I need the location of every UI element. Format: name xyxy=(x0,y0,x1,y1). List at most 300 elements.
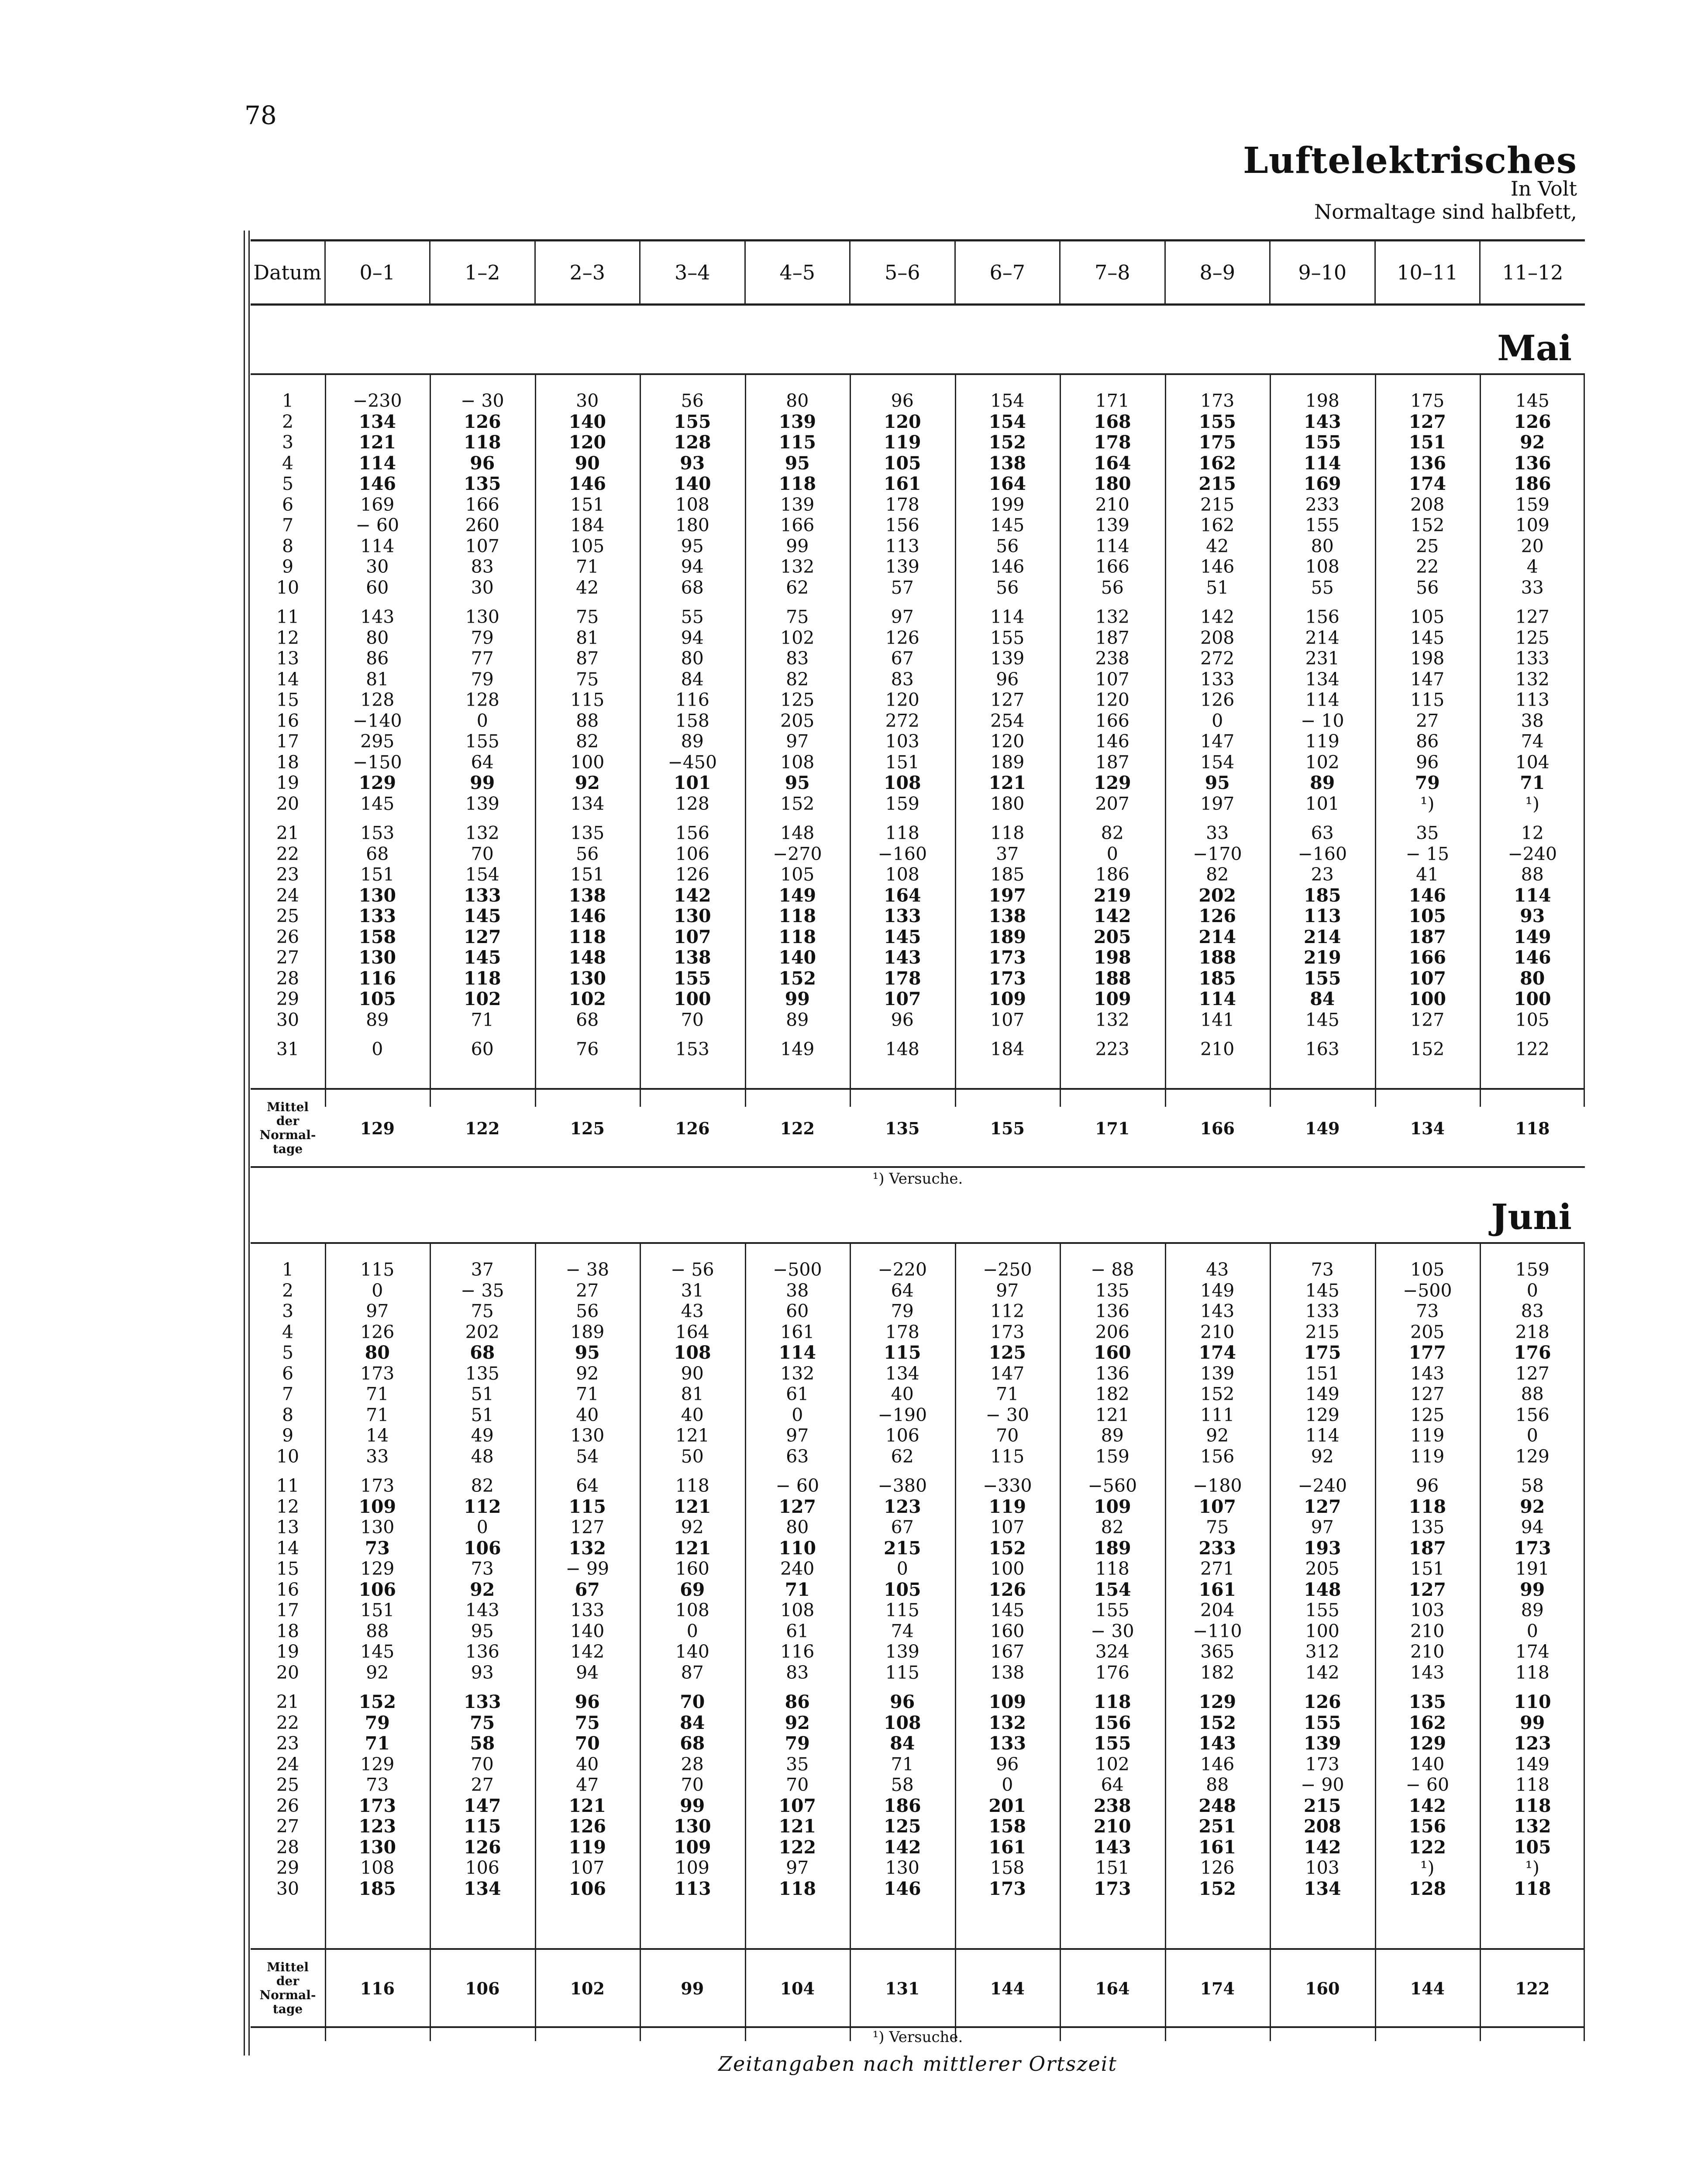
table-row xyxy=(251,1030,1585,1060)
header-hour: 3–4 xyxy=(640,241,745,305)
value-cell: 151 xyxy=(570,494,605,515)
value-cell: 215 xyxy=(883,1537,921,1559)
value-cell: 40 xyxy=(891,1384,914,1405)
value-cell: 115 xyxy=(885,1600,919,1621)
value-cell: 148 xyxy=(885,1039,919,1060)
mittel-value: 131 xyxy=(885,1978,920,1998)
value-cell: 109 xyxy=(988,988,1026,1010)
value-cell: 156 xyxy=(1408,1816,1446,1837)
value-cell: 143 xyxy=(1410,1662,1445,1683)
value-cell: 92 xyxy=(470,1579,495,1600)
column-header xyxy=(251,239,1585,306)
mittel-value: 122 xyxy=(465,1118,500,1138)
value-cell: 184 xyxy=(570,515,605,536)
value-cell: 67 xyxy=(575,1579,600,1600)
value-cell: 115 xyxy=(885,1662,919,1683)
value-cell: 88 xyxy=(576,710,599,731)
value-cell: 154 xyxy=(1093,1579,1131,1600)
value-cell: 93 xyxy=(1520,906,1545,927)
value-cell: 156 xyxy=(1515,1404,1550,1425)
value-cell: 139 xyxy=(1303,1733,1341,1754)
value-cell: 185 xyxy=(358,1878,396,1899)
date-cell: 27 xyxy=(276,947,300,968)
value-cell: 129 xyxy=(1305,1404,1340,1425)
value-cell: 118 xyxy=(568,926,606,947)
value-cell: 70 xyxy=(786,1774,809,1796)
mittel-rule-bottom xyxy=(251,2026,1585,2028)
value-cell: 4 xyxy=(1526,556,1538,578)
value-cell: 119 xyxy=(1305,731,1340,752)
value-cell: 70 xyxy=(681,1009,704,1030)
value-cell: 56 xyxy=(681,390,704,412)
value-cell: 79 xyxy=(785,1733,810,1754)
value-cell: 70 xyxy=(575,1733,600,1754)
value-cell: 50 xyxy=(681,1446,704,1467)
value-cell: 114 xyxy=(1305,1425,1340,1446)
value-cell: 134 xyxy=(885,1363,919,1384)
value-cell: 96 xyxy=(575,1691,600,1713)
value-cell: 80 xyxy=(786,1517,809,1538)
date-cell: 18 xyxy=(276,751,300,773)
table-row xyxy=(251,752,1585,773)
date-cell: 13 xyxy=(276,648,300,669)
value-cell: 80 xyxy=(681,648,704,669)
value-cell: 118 xyxy=(463,968,501,989)
value-cell: 135 xyxy=(465,1363,499,1384)
value-cell: 138 xyxy=(988,906,1026,927)
value-cell: −110 xyxy=(1192,1620,1242,1642)
value-cell: −180 xyxy=(1192,1475,1242,1497)
value-cell: 125 xyxy=(780,689,815,711)
table-row xyxy=(251,773,1585,794)
value-cell: 142 xyxy=(673,885,711,906)
value-cell: 22 xyxy=(1416,556,1439,578)
value-cell: 107 xyxy=(465,535,499,557)
value-cell: 130 xyxy=(358,1836,396,1858)
value-cell: 143 xyxy=(360,606,395,628)
value-cell: 173 xyxy=(360,1475,395,1497)
value-cell: 121 xyxy=(673,1537,711,1559)
value-cell: 189 xyxy=(988,926,1026,947)
value-cell: 31 xyxy=(681,1280,704,1301)
value-cell: 118 xyxy=(778,473,816,495)
value-cell: 142 xyxy=(883,1836,921,1858)
value-cell: 56 xyxy=(576,843,599,864)
value-cell: 173 xyxy=(1513,1537,1551,1559)
mittel-label-line: Normal- xyxy=(259,1988,316,2002)
value-cell: 55 xyxy=(1311,577,1334,598)
value-cell: 118 xyxy=(1515,1774,1550,1796)
value-cell: 96 xyxy=(1416,751,1439,773)
value-cell: 33 xyxy=(1521,577,1544,598)
value-cell: 138 xyxy=(988,452,1026,474)
value-cell: 189 xyxy=(1093,1537,1131,1559)
value-cell: 173 xyxy=(988,968,1026,989)
date-cell: 29 xyxy=(276,1857,300,1879)
value-cell: 0 xyxy=(372,1039,383,1060)
value-cell: 167 xyxy=(990,1641,1025,1663)
value-cell: 151 xyxy=(885,751,919,773)
table-row xyxy=(251,1733,1585,1754)
value-cell: 82 xyxy=(1101,1517,1124,1538)
value-cell: 152 xyxy=(1198,1712,1236,1733)
table-row xyxy=(251,814,1585,844)
value-cell: 35 xyxy=(1416,823,1439,844)
value-cell: 160 xyxy=(990,1620,1025,1642)
value-cell: 205 xyxy=(1410,1321,1445,1343)
value-cell: 202 xyxy=(465,1321,499,1343)
date-cell: 7 xyxy=(282,1384,294,1405)
value-cell: 214 xyxy=(1198,926,1236,947)
value-cell: 126 xyxy=(360,1321,395,1343)
value-cell: 155 xyxy=(990,627,1025,648)
value-cell: 199 xyxy=(990,494,1025,515)
value-cell: 365 xyxy=(1200,1641,1235,1663)
value-cell: 146 xyxy=(1200,556,1235,578)
value-cell: 118 xyxy=(778,906,816,927)
value-cell: 0 xyxy=(476,1517,488,1538)
value-cell: 155 xyxy=(1095,1600,1129,1621)
mittel-value: 171 xyxy=(1095,1118,1130,1138)
value-cell: −330 xyxy=(982,1475,1032,1497)
value-cell: 132 xyxy=(1095,606,1129,628)
table-row xyxy=(251,1621,1585,1642)
value-cell: 132 xyxy=(780,1363,815,1384)
value-cell: 121 xyxy=(1095,1404,1129,1425)
value-cell: 128 xyxy=(1408,1878,1446,1899)
value-cell: 182 xyxy=(1095,1384,1129,1405)
value-cell: 126 xyxy=(988,1579,1026,1600)
value-cell: 108 xyxy=(673,1342,711,1364)
value-cell: 140 xyxy=(778,947,816,968)
value-cell: 151 xyxy=(1408,432,1446,453)
value-cell: 130 xyxy=(568,968,606,989)
value-cell: 87 xyxy=(681,1662,704,1683)
value-cell: 140 xyxy=(673,473,711,495)
value-cell: 178 xyxy=(1093,432,1131,453)
value-cell: 129 xyxy=(358,772,396,794)
mittel-tr xyxy=(251,1089,1585,1167)
value-cell: 162 xyxy=(1198,452,1236,474)
value-cell: 127 xyxy=(1515,606,1550,628)
value-cell: 175 xyxy=(1410,390,1445,412)
value-cell: 89 xyxy=(1521,1600,1544,1621)
table-row xyxy=(251,1467,1585,1497)
value-cell: 142 xyxy=(1305,1662,1340,1683)
value-cell: 164 xyxy=(1093,452,1131,474)
value-cell: 152 xyxy=(1410,515,1445,536)
time-note: Zeitangaben nach mittlerer Ortszeit xyxy=(718,2052,1117,2076)
value-cell: 164 xyxy=(883,885,921,906)
value-cell: 94 xyxy=(1521,1517,1544,1538)
value-cell: 182 xyxy=(1200,1662,1235,1683)
value-cell: 215 xyxy=(1305,1321,1340,1343)
table-row xyxy=(251,1713,1585,1734)
value-cell: 223 xyxy=(1095,1039,1129,1060)
value-cell: 129 xyxy=(360,1753,395,1775)
value-cell: 118 xyxy=(1408,1496,1446,1517)
value-cell: 99 xyxy=(785,988,810,1010)
table-row xyxy=(251,391,1585,412)
value-cell: 63 xyxy=(786,1446,809,1467)
value-cell: 116 xyxy=(358,968,396,989)
value-cell: 180 xyxy=(675,515,709,536)
value-cell: 210 xyxy=(1093,1816,1131,1837)
value-cell: 70 xyxy=(996,1425,1019,1446)
value-cell: 83 xyxy=(786,1662,809,1683)
date-cell: 9 xyxy=(282,1425,294,1446)
table-row xyxy=(251,906,1585,927)
value-cell: 173 xyxy=(1200,390,1235,412)
value-cell: 103 xyxy=(885,731,919,752)
value-cell: 96 xyxy=(1416,1475,1439,1497)
value-cell: 112 xyxy=(990,1301,1025,1322)
value-cell: 37 xyxy=(471,1259,494,1281)
value-cell: 208 xyxy=(1303,1816,1341,1837)
value-cell: 156 xyxy=(1305,606,1340,628)
value-cell: 103 xyxy=(1410,1600,1445,1621)
value-cell: 162 xyxy=(1200,515,1235,536)
value-cell: 145 xyxy=(990,515,1025,536)
mittel-value: 104 xyxy=(780,1978,815,1998)
value-cell: 142 xyxy=(1093,906,1131,927)
value-cell: 99 xyxy=(1520,1712,1545,1733)
value-cell: 75 xyxy=(575,1712,600,1733)
value-cell: 173 xyxy=(1305,1753,1340,1775)
value-cell: 89 xyxy=(786,1009,809,1030)
date-cell: 3 xyxy=(282,1301,294,1322)
value-cell: 173 xyxy=(360,1363,395,1384)
header-hour: 9–10 xyxy=(1270,241,1375,305)
value-cell: 154 xyxy=(990,390,1025,412)
value-cell: 114 xyxy=(778,1342,816,1364)
mittel-value: 126 xyxy=(675,1118,710,1138)
value-cell: 158 xyxy=(990,1857,1025,1879)
value-cell: 110 xyxy=(778,1537,816,1559)
value-cell: 152 xyxy=(780,793,815,814)
value-cell: 139 xyxy=(990,648,1025,669)
date-cell: 6 xyxy=(282,1363,294,1384)
mittel-value: 166 xyxy=(1200,1118,1235,1138)
mittel-value: 118 xyxy=(1515,1118,1550,1138)
value-cell: 145 xyxy=(1410,627,1445,648)
value-cell: 205 xyxy=(780,710,815,731)
mittel-label-line: der xyxy=(276,1114,300,1128)
value-cell: 100 xyxy=(570,751,605,773)
value-cell: 130 xyxy=(360,1517,395,1538)
value-cell: 254 xyxy=(990,710,1025,731)
value-cell: 152 xyxy=(778,968,816,989)
value-cell: 122 xyxy=(1408,1836,1446,1858)
value-cell: 96 xyxy=(890,1691,915,1713)
table-row xyxy=(251,1405,1585,1426)
value-cell: 100 xyxy=(1408,988,1446,1010)
table-row xyxy=(251,885,1585,906)
value-cell: 107 xyxy=(570,1857,605,1879)
value-cell: 42 xyxy=(1206,535,1229,557)
value-cell: 132 xyxy=(988,1712,1026,1733)
mittel-label xyxy=(251,1089,325,1167)
value-cell: − 30 xyxy=(985,1404,1030,1425)
table-row xyxy=(251,1879,1585,1900)
date-cell: 4 xyxy=(282,1321,294,1343)
value-cell: 100 xyxy=(1513,988,1551,1010)
value-cell: 198 xyxy=(1410,648,1445,669)
value-cell: 90 xyxy=(575,452,600,474)
value-cell: 95 xyxy=(575,1342,600,1364)
value-cell: 113 xyxy=(885,535,919,557)
mittel-label-line: Normal- xyxy=(259,1128,316,1142)
value-cell: 159 xyxy=(1515,494,1550,515)
value-cell: 129 xyxy=(1093,772,1131,794)
table-row xyxy=(251,690,1585,711)
value-cell: 127 xyxy=(1515,1363,1550,1384)
value-cell: 155 xyxy=(1303,432,1341,453)
date-cell: 28 xyxy=(276,968,300,989)
table-row xyxy=(251,927,1585,948)
value-cell: 71 xyxy=(576,1384,599,1405)
value-cell: 219 xyxy=(1093,885,1131,906)
value-cell: 152 xyxy=(1200,1384,1235,1405)
value-cell: 109 xyxy=(675,1857,709,1879)
value-cell: 92 xyxy=(575,772,600,794)
table-row xyxy=(251,515,1585,536)
data-table-mai xyxy=(251,391,1585,1060)
value-cell: 155 xyxy=(1198,411,1236,432)
value-cell: 208 xyxy=(1410,494,1445,515)
value-cell: 61 xyxy=(786,1384,809,1405)
value-cell: 61 xyxy=(786,1620,809,1642)
value-cell: 153 xyxy=(360,823,395,844)
date-cell: 31 xyxy=(276,1039,300,1060)
value-cell: 80 xyxy=(786,390,809,412)
value-cell: 134 xyxy=(1305,668,1340,690)
value-cell: 210 xyxy=(1410,1641,1445,1663)
value-cell: 84 xyxy=(680,1712,705,1733)
value-cell: 143 xyxy=(1198,1733,1236,1754)
value-cell: 99 xyxy=(680,1795,705,1816)
value-cell: 145 xyxy=(1305,1009,1340,1030)
value-cell: 105 xyxy=(883,1579,921,1600)
value-cell: 123 xyxy=(358,1816,396,1837)
value-cell: 146 xyxy=(1200,1753,1235,1775)
value-cell: 133 xyxy=(1200,668,1235,690)
date-cell: 21 xyxy=(276,1691,300,1713)
value-cell: 122 xyxy=(1515,1039,1550,1060)
value-cell: 193 xyxy=(1303,1537,1341,1559)
value-cell: 118 xyxy=(463,432,501,453)
value-cell: 240 xyxy=(780,1558,815,1580)
value-cell: 166 xyxy=(780,515,815,536)
value-cell: 88 xyxy=(1206,1774,1229,1796)
value-cell: 214 xyxy=(1305,627,1340,648)
value-cell: 70 xyxy=(681,1774,704,1796)
value-cell: 79 xyxy=(471,627,494,648)
value-cell: 105 xyxy=(883,452,921,474)
value-cell: 37 xyxy=(996,843,1019,864)
value-cell: 133 xyxy=(1305,1301,1340,1322)
mittel-value: 135 xyxy=(885,1118,920,1138)
value-cell: 109 xyxy=(1093,988,1131,1010)
value-cell: 118 xyxy=(778,1878,816,1899)
value-cell: 103 xyxy=(1305,1857,1340,1879)
value-cell: 108 xyxy=(780,1600,815,1621)
date-cell: 30 xyxy=(276,1009,300,1030)
mittel-rule-bottom xyxy=(251,1166,1585,1168)
value-cell: 67 xyxy=(891,1517,914,1538)
value-cell: 95 xyxy=(1205,772,1230,794)
value-cell: 151 xyxy=(570,864,605,885)
value-cell: −500 xyxy=(772,1259,822,1281)
value-cell: 210 xyxy=(1095,494,1129,515)
value-cell: 107 xyxy=(1198,1496,1236,1517)
value-cell: 79 xyxy=(1415,772,1440,794)
value-cell: 147 xyxy=(1200,731,1235,752)
value-cell: 0 xyxy=(792,1404,803,1425)
value-cell: 143 xyxy=(883,947,921,968)
value-cell: 121 xyxy=(568,1795,606,1816)
value-cell: 0 xyxy=(1526,1620,1538,1642)
value-cell: 116 xyxy=(675,689,709,711)
mittel-label-line: Mittel xyxy=(267,1960,309,1974)
value-cell: 146 xyxy=(990,556,1025,578)
table-row xyxy=(251,1663,1585,1684)
value-cell: 166 xyxy=(465,494,499,515)
value-cell: 145 xyxy=(463,947,501,968)
value-cell: 156 xyxy=(885,515,919,536)
header-hour: 1–2 xyxy=(430,241,535,305)
date-cell: 15 xyxy=(276,689,300,711)
value-cell: −240 xyxy=(1298,1475,1347,1497)
value-cell: −380 xyxy=(878,1475,927,1497)
value-cell: 271 xyxy=(1200,1558,1235,1580)
value-cell: 159 xyxy=(885,793,919,814)
table-row xyxy=(251,844,1585,865)
value-cell: 133 xyxy=(463,1691,501,1713)
value-cell: 152 xyxy=(988,1537,1026,1559)
value-cell: 152 xyxy=(988,432,1026,453)
value-cell: 324 xyxy=(1095,1641,1129,1663)
value-cell: 132 xyxy=(1095,1009,1129,1030)
value-cell: 83 xyxy=(471,556,494,578)
value-cell: 96 xyxy=(996,1753,1019,1775)
value-cell: − 38 xyxy=(565,1259,610,1281)
value-cell: 118 xyxy=(778,926,816,947)
value-cell: 114 xyxy=(358,452,396,474)
value-cell: 151 xyxy=(1095,1857,1129,1879)
value-cell: 154 xyxy=(988,411,1026,432)
value-cell: 121 xyxy=(778,1816,816,1837)
value-cell: 120 xyxy=(1095,689,1129,711)
value-cell: 115 xyxy=(778,432,816,453)
value-cell: 126 xyxy=(568,1816,606,1837)
value-cell: −230 xyxy=(352,390,402,412)
value-cell: 140 xyxy=(568,411,606,432)
value-cell: 89 xyxy=(1310,772,1335,794)
value-cell: 115 xyxy=(1410,689,1445,711)
value-cell: 70 xyxy=(471,1753,494,1775)
value-cell: 191 xyxy=(1515,1558,1550,1580)
value-cell: 126 xyxy=(463,411,501,432)
value-cell: 155 xyxy=(673,411,711,432)
value-cell: 30 xyxy=(471,577,494,598)
mittel-row-mai xyxy=(251,1089,1585,1167)
value-cell: 80 xyxy=(365,1342,390,1364)
value-cell: 166 xyxy=(1095,710,1129,731)
value-cell: 166 xyxy=(1095,556,1129,578)
value-cell: 146 xyxy=(358,473,396,495)
value-cell: 75 xyxy=(576,606,599,628)
